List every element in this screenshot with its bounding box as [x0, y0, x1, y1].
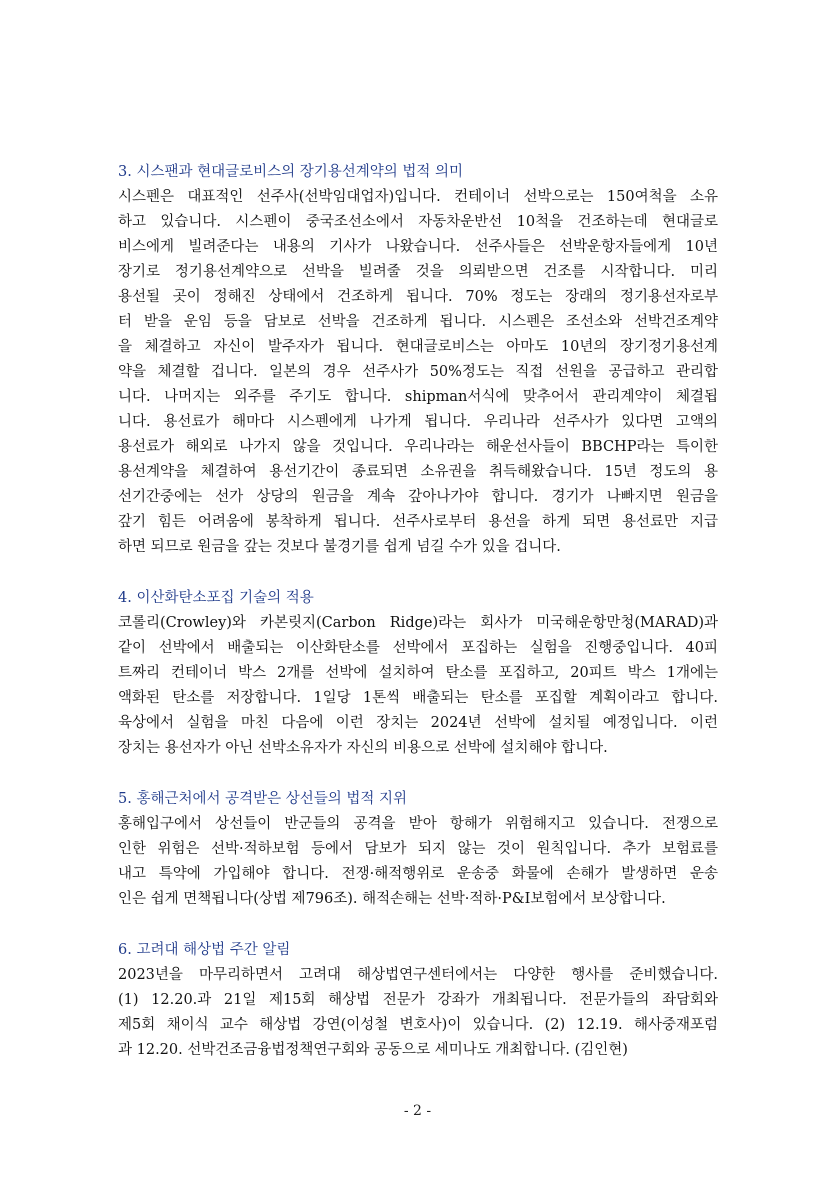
paragraph-line: 트짜리 컨테이너 박스 2개를 선박에 설치하여 탄소를 포집하고, 20피트 박스 1개에는 [118, 665, 718, 681]
paragraph-line: 비스에게 빌려준다는 내용의 기사가 나왔습니다. 선주사들은 선박운항자들에게 10년 [118, 239, 718, 255]
paragraph-line: 과 12.20. 선박건조금융법정책연구회와 공동으로 세미나도 개최합니다. (김인현) [118, 1042, 628, 1058]
page-number: - 2 - [403, 1103, 432, 1119]
paragraph-line: 내고 특약에 가입해야 합니다. 전쟁·해적행위로 운송중 화물에 손해가 발생하면 운송 [118, 866, 718, 882]
paragraph-line: 갚기 힘든 어려움에 봉착하게 됩니다. 선주사로부터 용선을 하게 되면 용선료만 지급 [118, 514, 718, 530]
document-body [118, 160, 718, 1089]
section-4 [118, 586, 718, 761]
section-heading: 5. 홍해근처에서 공격받은 상선들의 법적 지위 [118, 791, 408, 807]
paragraph-line: 용선료가 해외로 나가지 않을 것입니다. 우리나라는 해운선사들이 BBCHP라는 특이한 [118, 439, 718, 455]
paragraph-line: 을 체결하고 자신이 발주자가 됩니다. 현대글로비스는 아마도 10년의 장기정기용선계 [118, 339, 718, 355]
paragraph-line: 장치는 용선자가 아닌 선박소유자가 자신의 비용으로 선박에 설치해야 합니다. [118, 740, 608, 756]
paragraph-line: 제5회 채이식 교수 해상법 강연(이성철 변호사)이 있습니다. (2) 12.19. 해사중재포럼 [118, 1017, 718, 1033]
paragraph-line: 선기간중에는 선가 상당의 원금을 계속 갚아나가야 합니다. 경기가 나빠지면 원금을 [118, 489, 718, 505]
paragraph-line: 코롤리(Crowley)와 카본릿지(Carbon Ridge)라는 회사가 미국해운항만청(MARAD)과 [118, 615, 718, 631]
paragraph-line: 용선계약을 체결하여 용선기간이 종료되면 소유권을 취득해왔습니다. 15년 정도의 용 [118, 464, 718, 480]
paragraph-line: 니다. 용선료가 해마다 시스펜에게 나가게 됩니다. 우리나라 선주사가 있다면 고액의 [118, 414, 718, 430]
paragraph-line: (1) 12.20.과 21일 제15회 해상법 전문가 강좌가 개최됩니다. 전문가들의 좌담회와 [118, 992, 718, 1008]
paragraph-line: 같이 선박에서 배출되는 이산화탄소를 선박에서 포집하는 실험을 진행중입니다. 40피 [118, 640, 718, 656]
paragraph-line: 시스펜은 대표적인 선주사(선박임대업자)입니다. 컨테이너 선박으로는 150여척을 소유 [118, 189, 718, 205]
paragraph-line: 홍해입구에서 상선들이 반군들의 공격을 받아 항해가 위험해지고 있습니다. 전쟁으로 [118, 816, 718, 832]
paragraph-line: 인한 위험은 선박·적하보험 등에서 담보가 되지 않는 것이 원칙입니다. 추가 보험료를 [118, 841, 718, 857]
paragraph-line: 용선될 곳이 정해진 상태에서 건조하게 됩니다. 70% 정도는 장래의 정기용선자로부 [118, 289, 718, 305]
paragraph-line: 육상에서 실험을 마친 다음에 이런 장치는 2024년 선박에 설치될 예정입니다. 이런 [118, 715, 718, 731]
paragraph-line: 니다. 나머지는 외주를 주기도 합니다. shipman서식에 맞추어서 관리계약이 체결됩 [118, 389, 718, 405]
paragraph-line: 인은 쉽게 면책됩니다(상법 제796조). 해적손해는 선박·적하·P&I보험에서 보상합니다. [118, 891, 666, 907]
paragraph-line: 2023년을 마무리하면서 고려대 해상법연구센터에서는 다양한 행사를 준비했습니다. [118, 967, 718, 983]
section-heading: 6. 고려대 해상법 주간 알림 [118, 942, 291, 958]
section-heading: 4. 이산화탄소포집 기술의 적용 [118, 590, 314, 606]
paragraph-line: 하면 되므로 원금을 갚는 것보다 불경기를 쉽게 넘길 수가 있을 겁니다. [118, 539, 561, 555]
section-5 [118, 787, 718, 912]
section-3 [118, 160, 718, 560]
paragraph-line: 약을 체결할 겁니다. 일본의 경우 선주사가 50%정도는 직접 선원을 공급하고 관리합 [118, 364, 718, 380]
paragraph-line: 하고 있습니다. 시스펜이 중국조선소에서 자동차운반선 10척을 건조하는데 현대글로 [118, 214, 718, 230]
section-6 [118, 938, 718, 1063]
section-heading: 3. 시스팬과 현대글로비스의 장기용선계약의 법적 의미 [118, 164, 464, 180]
paragraph-line: 액화된 탄소를 저장합니다. 1일당 1톤씩 배출되는 탄소를 포집할 계획이라고 합니다. [118, 690, 718, 706]
paragraph-line: 터 받을 운임 등을 담보로 선박을 건조하게 됩니다. 시스펜은 조선소와 선박건조계약 [118, 314, 718, 330]
paragraph-line: 장기로 정기용선계약으로 선박을 빌려줄 것을 의뢰받으면 건조를 시작합니다. 미리 [118, 264, 718, 280]
